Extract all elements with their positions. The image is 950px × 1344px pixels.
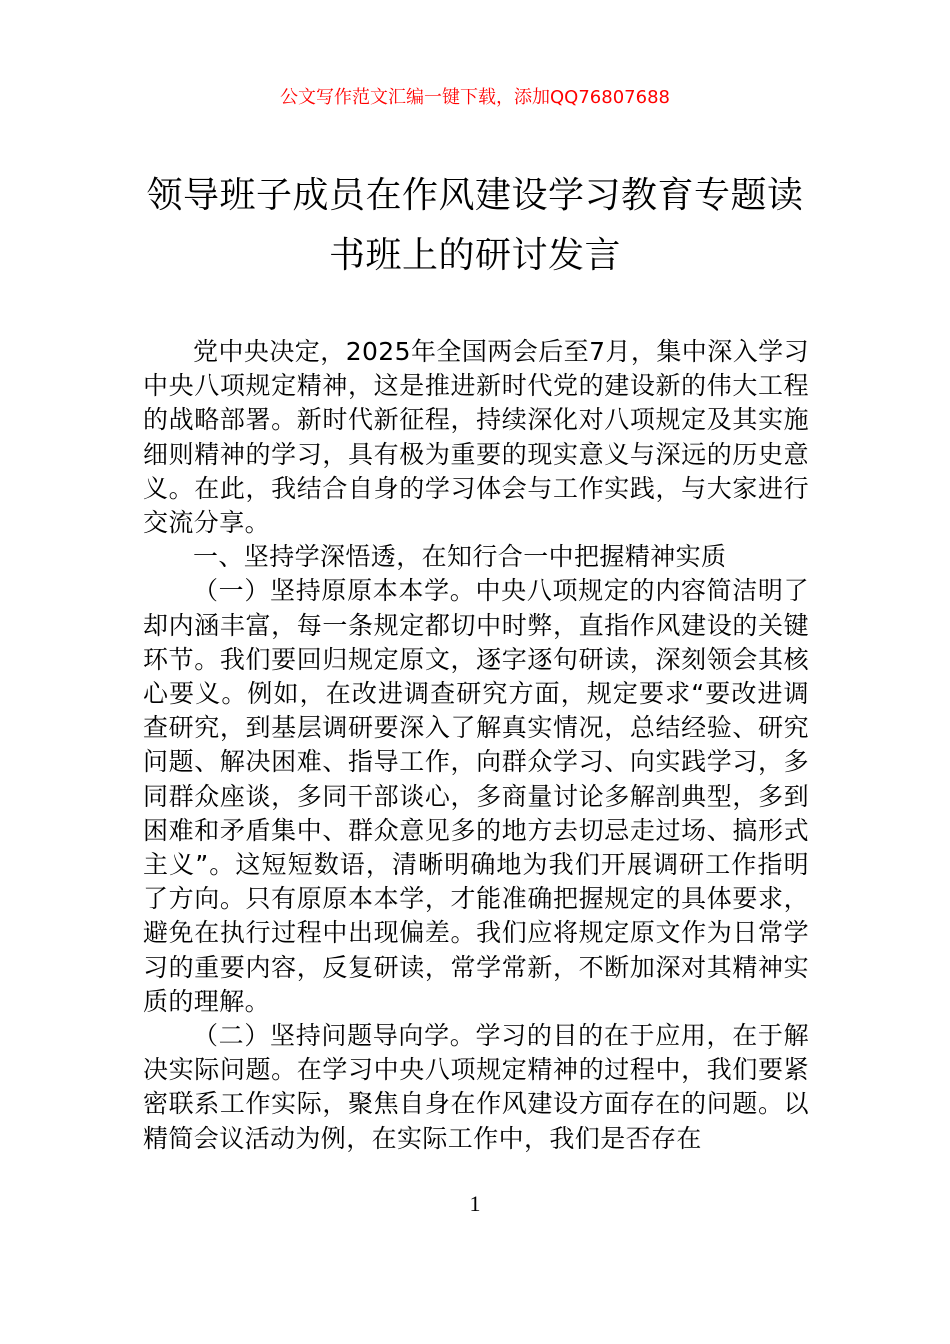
section-heading-1: 一、坚持学深悟透，在知行合一中把握精神实质 — [193, 542, 727, 572]
title-line-2: 书班上的研讨发言 — [328, 235, 621, 276]
title-line-1: 领导班子成员在作风建设学习教育专题读 — [146, 175, 804, 216]
paragraph-subsection-2: （二）坚持问题导向学。学习的目的在于应用，在于解决实际问题。在学习中央八项规定精神的过程中，我们要紧密联系工作实际，聚焦自身在作风建设方面存在的问题。以精简会议活动为例，在实际工作中，我们是否存在 — [143, 1021, 809, 1153]
paragraph-subsection-1: （一）坚持原原本本学。中央八项规定的内容简洁明了却内涵丰富，每一条规定都切中时弊，直指作风建设的关键环节。我们要回归规定原文，逐字逐句研读，深刻领会其核心要义。例如，在改进调查研究方面，规定要求“要改进调查研究，到基层调研要深入了解真实情况，总结经验、研究问题、解决困难、指导工作，向群众学习、向实践学习，多同群众座谈，多同干部谈心，多商量讨论多解剖典型，多到困难和矛盾集中、群众意见多的地方去切忌走过场、搞形式主义”。这短短数语，清晰明确地为我们开展调研工作指明了方向。只有原原本本学，才能准确把握规定的具体要求，避免在执行过程中出现偏差。我们应将规定原文作为日常学习的重要内容，反复研读，常学常新，不断加深对其精神实质的理解。 — [143, 576, 809, 1016]
document-body — [143, 335, 809, 1156]
paragraph-intro: 党中央决定，2025年全国两会后至7月，集中深入学习中央八项规定精神，这是推进新时代党的建设新的伟大工程的战略部署。新时代新征程，持续深化对八项规定及其实施细则精神的学习，具有极为重要的现实意义与深远的历史意义。在此，我结合自身的学习体会与工作实践，与大家进行交流分享。 — [143, 337, 809, 538]
document-title — [140, 166, 810, 286]
header-download-note: 公文写作范文汇编一键下载，添加QQ76807688 — [280, 87, 670, 108]
page-number: 1 — [469, 1191, 481, 1216]
